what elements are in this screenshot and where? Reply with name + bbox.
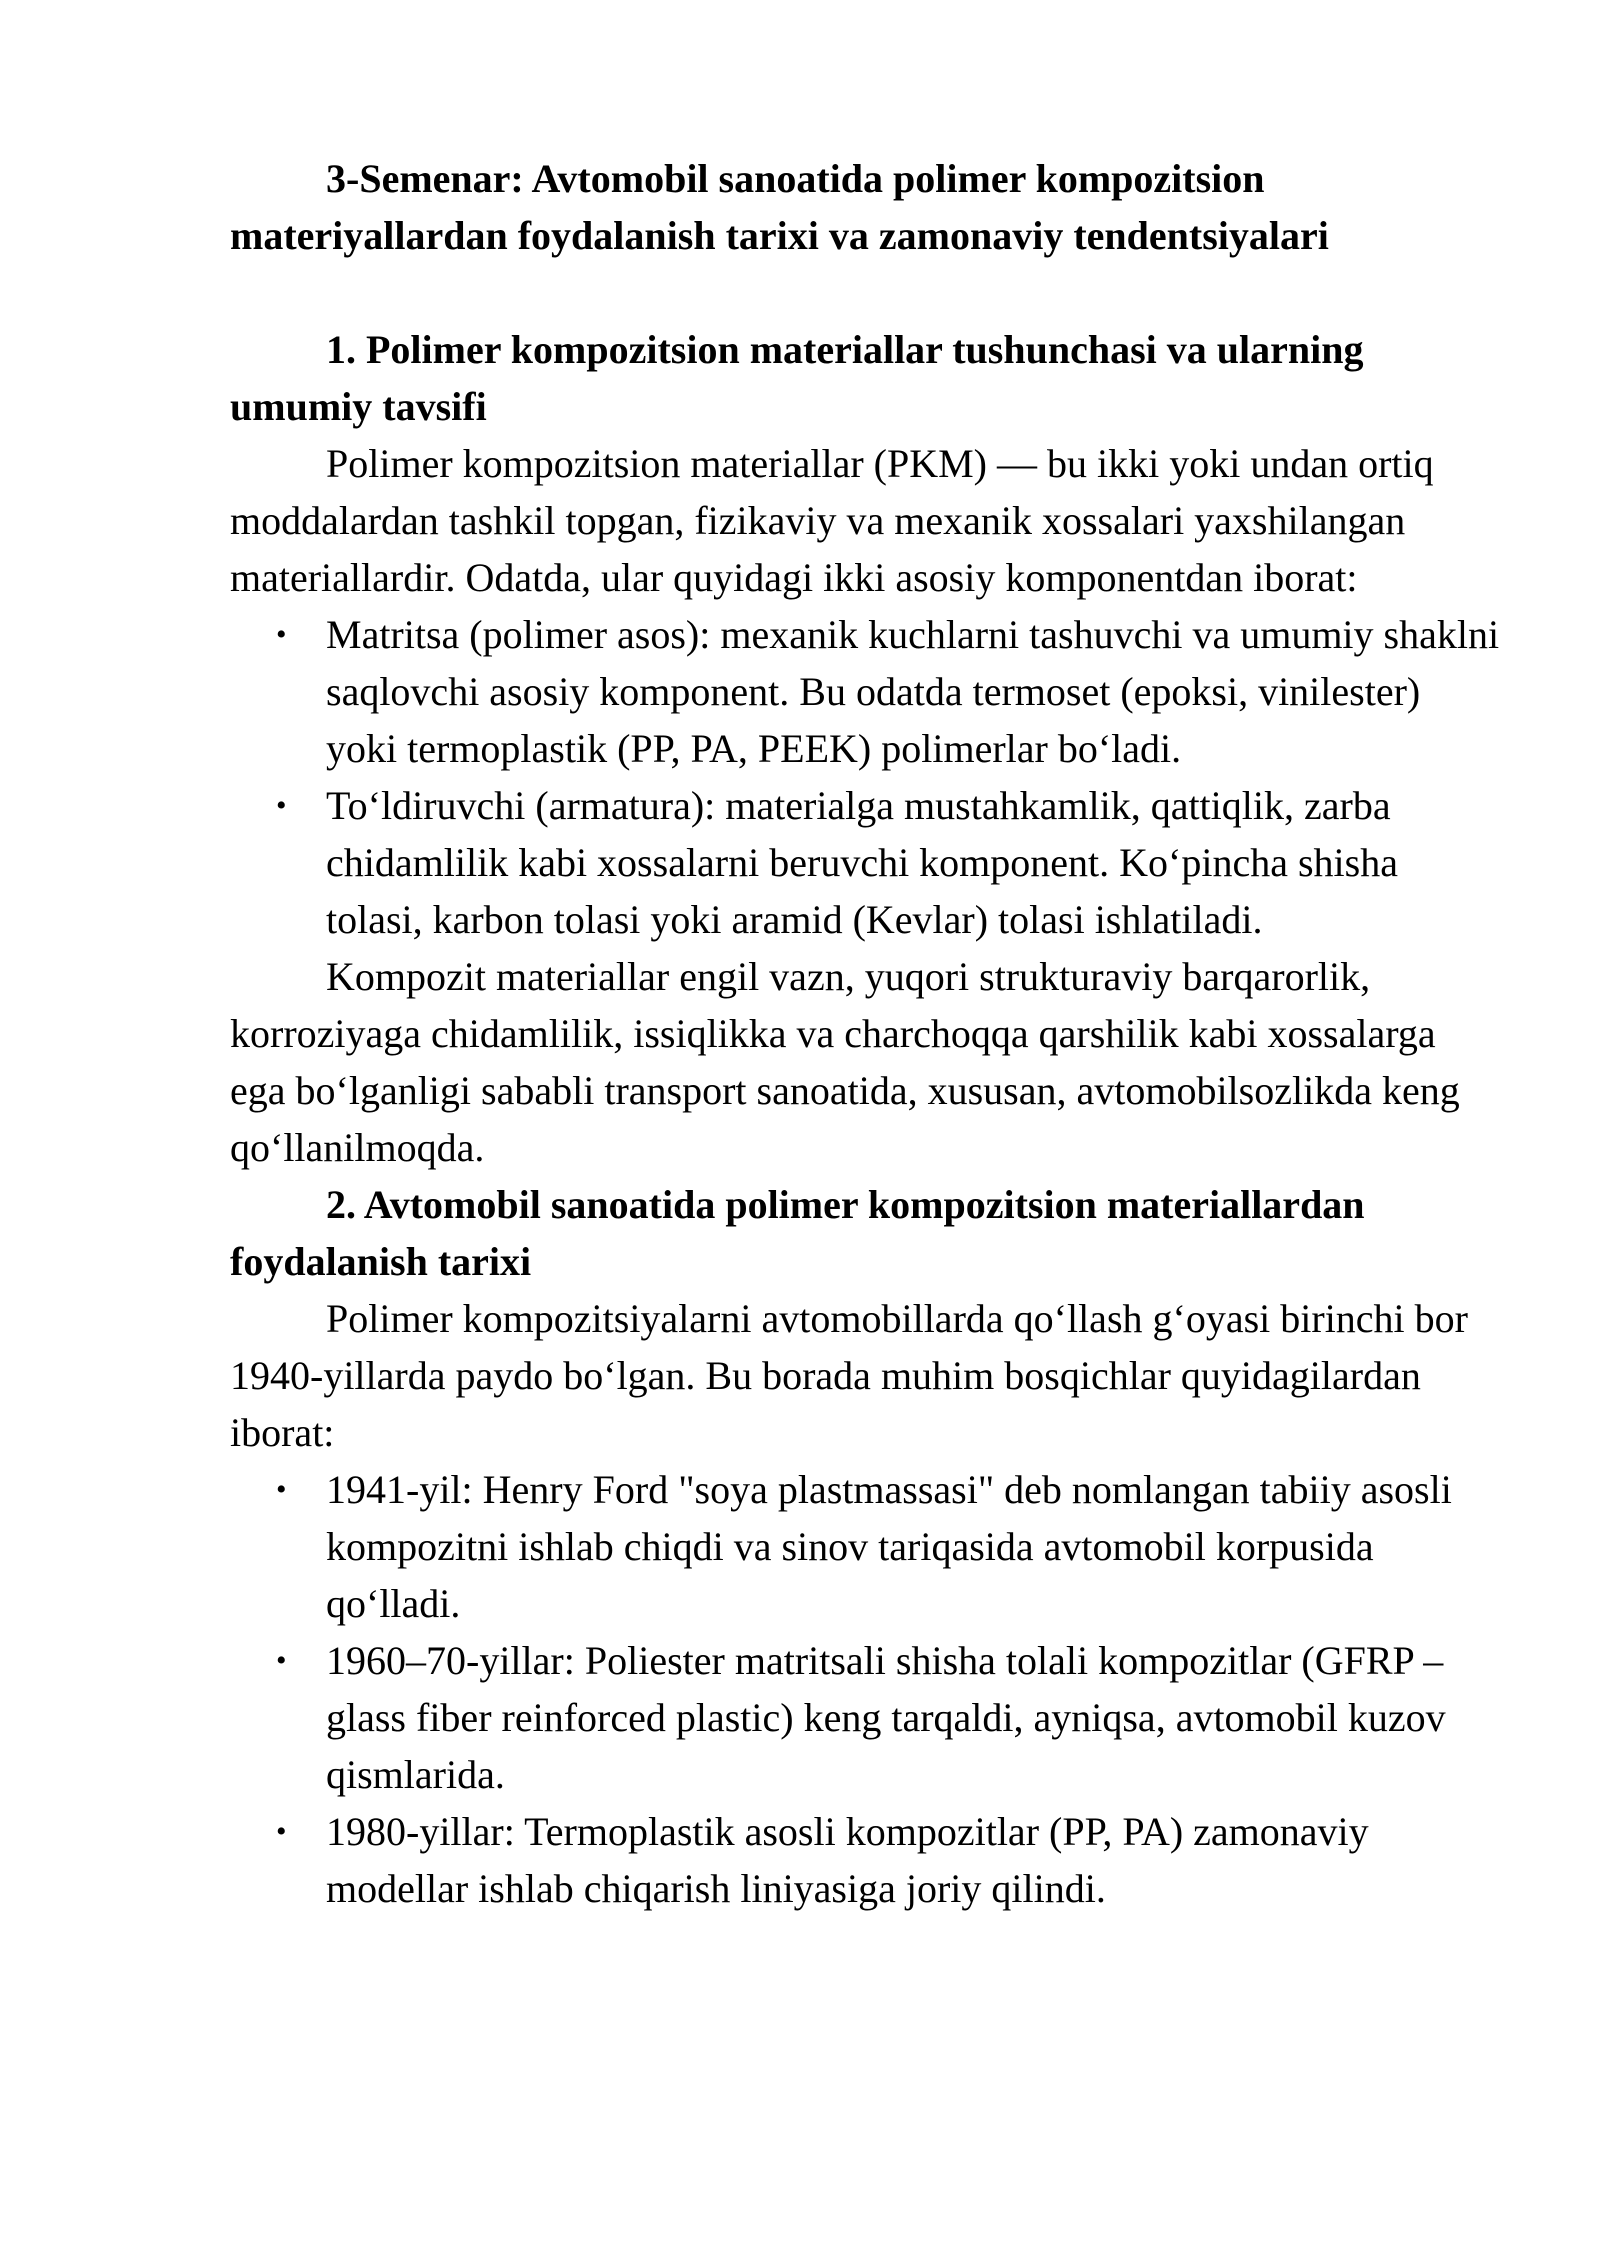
bullet-icon: • (276, 618, 287, 651)
section-1-bullet-list (230, 606, 1500, 948)
document-title: 3-Semenar: Avtomobil sanoatida polimer kompozitsion materiyallardan foydalanish tarixi va zamonaviy tendentsiyalari (230, 156, 1329, 258)
section-1-intro: Polimer kompozitsion materiallar (PKM) — bu ikki yoki undan ortiq moddalardan tashkil topgan, fizikaviy va mexanik xossalari yaxshilangan materiallardir. Odatda, ular quyidagi ikki asosiy komponentdan iborat: (230, 441, 1434, 600)
bullet-icon: • (276, 1473, 287, 1506)
list-item-text: 1980-yillar: Termoplastik asosli kompozitlar (PP, PA) zamonaviy modellar ishlab chiqarish liniyasiga joriy qilindi. (326, 1809, 1369, 1911)
section-2-intro: Polimer kompozitsiyalarni avtomobillarda qo‘llash g‘oyasi birinchi bor 1940-yillarda paydo bo‘lgan. Bu borada muhim bosqichlar quyidagilardan iborat: (230, 1296, 1468, 1455)
list-item-text: To‘ldiruvchi (armatura): materialga mustahkamlik, qattiqlik, zarba chidamlilik kabi xossalarni beruvchi komponent. Ko‘pincha shisha tolasi, karbon tolasi yoki aramid (Kevlar) tolasi ishlatiladi. (326, 783, 1398, 942)
list-item (230, 606, 1500, 777)
title-spacer (230, 264, 1500, 321)
list-item-text: 1960–70-yillar: Poliester matritsali shisha tolali kompozitlar (GFRP – glass fiber reinforced plastic) keng tarqaldi, ayniqsa, avtomobil kuzov qismlarida. (326, 1638, 1446, 1797)
section-2-heading: 2. Avtomobil sanoatida polimer kompozitsion materiallardan foydalanish tarixi (230, 1182, 1365, 1284)
list-item (230, 1803, 1500, 1917)
section-1 (230, 321, 1500, 1176)
list-item (230, 777, 1500, 948)
bullet-icon: • (276, 789, 287, 822)
section-1-outro: Kompozit materiallar engil vazn, yuqori strukturaviy barqarorlik, korroziyaga chidamlilik, issiqlikka va charchoqqa qarshilik kabi xossalarga ega bo‘lganligi sababli transport sanoatida, xususan, avtomobilsozlikda keng qo‘llanilmoqda. (230, 954, 1460, 1170)
list-item-text: Matritsa (polimer asos): mexanik kuchlarni tashuvchi va umumiy shaklni saqlovchi asosiy komponent. Bu odatda termoset (epoksi, vinilester) yoki termoplastik (PP, PA, PEEK) polimerlar bo‘ladi. (326, 612, 1500, 771)
section-2-bullet-list (230, 1461, 1500, 1917)
list-item (230, 1632, 1500, 1803)
document-page (230, 150, 1500, 1917)
list-item-text: 1941-yil: Henry Ford "soya plastmassasi" deb nomlangan tabiiy asosli kompozitni ishlab chiqdi va sinov tariqasida avtomobil korpusida qo‘lladi. (326, 1467, 1452, 1626)
section-2 (230, 1176, 1500, 1917)
section-1-heading: 1. Polimer kompozitsion materiallar tushunchasi va ularning umumiy tavsifi (230, 327, 1364, 429)
bullet-icon: • (276, 1644, 287, 1677)
bullet-icon: • (276, 1815, 287, 1848)
list-item (230, 1461, 1500, 1632)
